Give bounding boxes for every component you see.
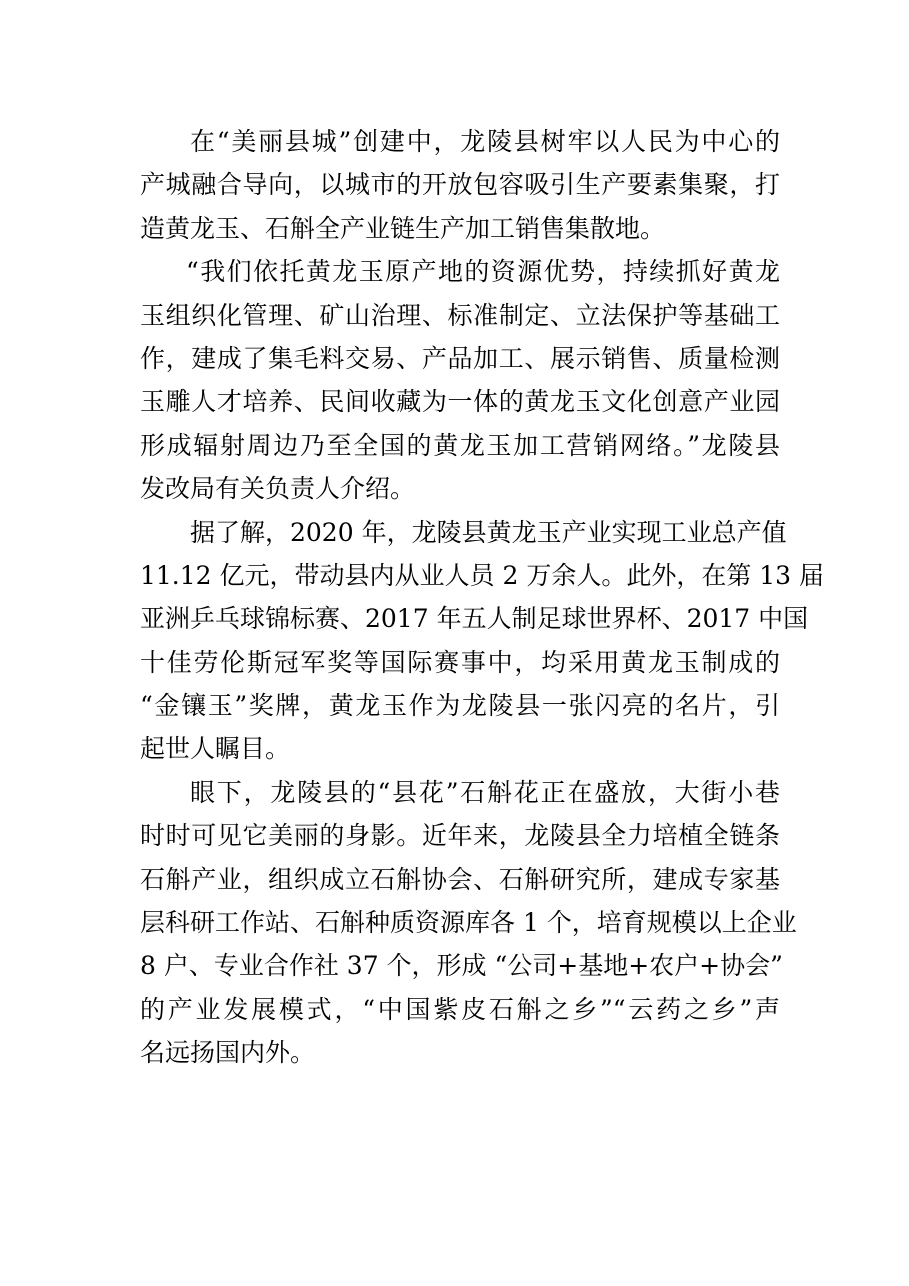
paragraph-4 xyxy=(140,771,797,1075)
text-line: 名远扬国内外。 xyxy=(140,1038,316,1068)
text-line: 造黄龙玉、石斛全产业链生产加工销售集散地。 xyxy=(140,213,666,243)
text-line: 8 户、专业合作社 37 个，形成 “公司+基地+农户+协会” xyxy=(140,951,783,981)
paragraph-3 xyxy=(140,511,825,771)
text-line: 作，建成了集毛料交易、产品加工、展示销售、质量检测 xyxy=(140,343,780,373)
text-line: “金镶玉”奖牌，黄龙玉作为龙陵县一张闪亮的名片，引 xyxy=(140,691,780,721)
text-line: 11.12 亿元，带动县内从业人员 2 万余人。此外，在第 13 届 xyxy=(140,560,825,590)
text-line: 眼下，龙陵县的“县花”石斛花正在盛放，大街小巷 xyxy=(190,777,780,807)
text-line: 十佳劳伦斯冠军奖等国际赛事中，均采用黄龙玉制成的 xyxy=(140,647,780,677)
text-line: 层科研工作站、石斛种质资源库各 1 个，培育规模以上企业 xyxy=(140,908,797,938)
text-line: 亚洲乒乓球锦标赛、2017 年五人制足球世界杯、2017 中国 xyxy=(140,604,809,634)
text-line: 发改局有关负责人介绍。 xyxy=(140,474,416,504)
text-line: “我们依托黄龙玉原产地的资源优势，持续抓好黄龙 xyxy=(186,257,780,287)
text-line: 形成辐射周边乃至全国的黄龙玉加工营销网络。”龙陵县 xyxy=(140,430,780,460)
text-line: 的产业发展模式，“中国紫皮石斛之乡”“云药之乡”声 xyxy=(140,994,780,1024)
text-line: 玉组织化管理、矿山治理、标准制定、立法保护等基础工 xyxy=(140,300,780,330)
paragraph-2 xyxy=(140,250,780,510)
article-body xyxy=(140,120,825,1075)
text-line: 起世人瞩目。 xyxy=(140,734,291,764)
text-line: 据了解，2020 年，龙陵县黄龙玉产业实现工业总产值 xyxy=(190,517,787,547)
text-line: 产城融合导向，以城市的开放包容吸引生产要素集聚，打 xyxy=(140,170,780,200)
text-line: 时时可见它美丽的身影。近年来，龙陵县全力培植全链条 xyxy=(140,821,780,851)
text-line: 石斛产业，组织成立石斛协会、石斛研究所，建成专家基 xyxy=(140,864,780,894)
paragraph-1 xyxy=(140,120,780,250)
text-line: 玉雕人才培养、民间收藏为一体的黄龙玉文化创意产业园 xyxy=(140,387,780,417)
text-line: 在“美丽县城”创建中，龙陵县树牢以人民为中心的 xyxy=(190,127,780,156)
